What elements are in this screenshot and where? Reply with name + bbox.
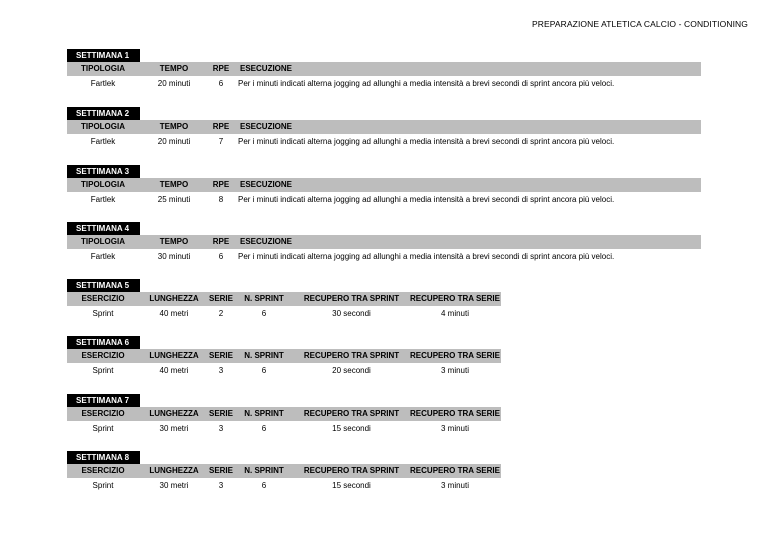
week-section-6: [67, 336, 501, 378]
header-tipologia: TIPOLOGIA: [81, 180, 125, 189]
week-label: SETTIMANA 3: [67, 165, 140, 178]
table-row: [67, 363, 501, 378]
week-label: SETTIMANA 2: [67, 107, 140, 120]
header-recupero-sprint: RECUPERO TRA SPRINT: [303, 294, 400, 303]
header-esecuzione: ESECUZIONE: [240, 122, 293, 131]
header-lunghezza: LUNGHEZZA: [149, 466, 199, 475]
header-rpe: RPE: [212, 122, 230, 131]
header-n-sprint: N. SPRINT: [244, 466, 284, 475]
cell-tempo: 25 minuti: [157, 195, 191, 204]
table-header: [67, 464, 501, 478]
table-row: [67, 192, 701, 207]
header-esercizio: ESERCIZIO: [81, 351, 125, 360]
header-esecuzione: ESECUZIONE: [240, 237, 293, 246]
header-esercizio: ESERCIZIO: [81, 294, 125, 303]
header-recupero-sprint: RECUPERO TRA SPRINT: [303, 409, 400, 418]
cell-esercizio: Sprint: [92, 309, 114, 318]
week-label: SETTIMANA 8: [67, 451, 140, 464]
cell-esecuzione: Per i minuti indicati alterna jogging ad allunghi a media intensità a brevi secondi di sprint ancora più veloci.: [238, 252, 615, 261]
header-serie: SERIE: [208, 409, 233, 418]
table-row: [67, 421, 501, 436]
cell-rpe: 8: [218, 195, 224, 204]
cell-lunghezza: 40 metri: [159, 309, 189, 318]
header-n-sprint: N. SPRINT: [244, 409, 284, 418]
cell-esecuzione: Per i minuti indicati alterna jogging ad allunghi a media intensità a brevi secondi di sprint ancora più veloci.: [238, 195, 615, 204]
cell-recupero-sprint: 15 secondi: [332, 481, 371, 490]
header-serie: SERIE: [208, 351, 233, 360]
header-recupero-serie: RECUPERO TRA SERIE: [410, 466, 500, 475]
week-label: SETTIMANA 7: [67, 394, 140, 407]
cell-recupero-serie: 3 minuti: [440, 424, 469, 433]
cell-tipologia: Fartlek: [90, 252, 116, 261]
table-header: [67, 62, 701, 76]
table-header: [67, 349, 501, 363]
cell-n-sprint: 6: [261, 309, 267, 318]
header-tipologia: TIPOLOGIA: [81, 122, 125, 131]
cell-recupero-sprint: 15 secondi: [332, 424, 371, 433]
week-label: SETTIMANA 1: [67, 49, 140, 62]
header-esercizio: ESERCIZIO: [81, 409, 125, 418]
cell-esercizio: Sprint: [92, 366, 114, 375]
header-recupero-serie: RECUPERO TRA SERIE: [410, 351, 500, 360]
cell-serie: 3: [218, 366, 224, 375]
table-row: [67, 306, 501, 321]
header-rpe: RPE: [212, 180, 230, 189]
cell-n-sprint: 6: [261, 366, 267, 375]
cell-serie: 2: [218, 309, 224, 318]
header-lunghezza: LUNGHEZZA: [149, 351, 199, 360]
table-row: [67, 134, 701, 149]
week-label: SETTIMANA 6: [67, 336, 140, 349]
week-label: SETTIMANA 4: [67, 222, 140, 235]
header-serie: SERIE: [208, 466, 233, 475]
week-label: SETTIMANA 5: [67, 279, 140, 292]
table-header: [67, 235, 701, 249]
page-title: PREPARAZIONE ATLETICA CALCIO - CONDITIONING: [531, 19, 748, 29]
table-header: [67, 407, 501, 421]
cell-rpe: 6: [218, 252, 224, 261]
cell-lunghezza: 30 metri: [159, 481, 189, 490]
cell-recupero-sprint: 30 secondi: [332, 309, 371, 318]
week-section-7: [67, 394, 501, 436]
cell-rpe: 6: [218, 79, 224, 88]
header-tempo: TEMPO: [159, 180, 189, 189]
header-esecuzione: ESECUZIONE: [240, 64, 293, 73]
header-tipologia: TIPOLOGIA: [81, 64, 125, 73]
cell-tempo: 20 minuti: [157, 137, 191, 146]
cell-recupero-sprint: 20 secondi: [332, 366, 371, 375]
cell-esecuzione: Per i minuti indicati alterna jogging ad allunghi a media intensità a brevi secondi di sprint ancora più veloci.: [238, 79, 615, 88]
cell-tempo: 20 minuti: [157, 79, 191, 88]
cell-esercizio: Sprint: [92, 481, 114, 490]
header-lunghezza: LUNGHEZZA: [149, 294, 199, 303]
header-recupero-serie: RECUPERO TRA SERIE: [410, 294, 500, 303]
cell-serie: 3: [218, 424, 224, 433]
cell-serie: 3: [218, 481, 224, 490]
table-row: [67, 478, 501, 493]
week-section-5: [67, 279, 501, 321]
cell-lunghezza: 40 metri: [159, 366, 189, 375]
table-row: [67, 76, 701, 91]
cell-tipologia: Fartlek: [90, 195, 116, 204]
header-rpe: RPE: [212, 237, 230, 246]
header-esercizio: ESERCIZIO: [81, 466, 125, 475]
table-header: [67, 120, 701, 134]
week-section-1: [67, 49, 701, 91]
cell-lunghezza: 30 metri: [159, 424, 189, 433]
cell-recupero-serie: 3 minuti: [440, 366, 469, 375]
header-recupero-sprint: RECUPERO TRA SPRINT: [303, 351, 400, 360]
header-recupero-sprint: RECUPERO TRA SPRINT: [303, 466, 400, 475]
cell-recupero-serie: 4 minuti: [440, 309, 469, 318]
header-n-sprint: N. SPRINT: [244, 351, 284, 360]
header-lunghezza: LUNGHEZZA: [149, 409, 199, 418]
header-rpe: RPE: [212, 64, 230, 73]
cell-tipologia: Fartlek: [90, 79, 116, 88]
cell-esecuzione: Per i minuti indicati alterna jogging ad allunghi a media intensità a brevi secondi di sprint ancora più veloci.: [238, 137, 615, 146]
cell-tipologia: Fartlek: [90, 137, 116, 146]
header-n-sprint: N. SPRINT: [244, 294, 284, 303]
table-row: [67, 249, 701, 264]
cell-n-sprint: 6: [261, 481, 267, 490]
header-recupero-serie: RECUPERO TRA SERIE: [410, 409, 500, 418]
cell-rpe: 7: [218, 137, 224, 146]
cell-tempo: 30 minuti: [157, 252, 191, 261]
table-header: [67, 292, 501, 306]
cell-esercizio: Sprint: [92, 424, 114, 433]
header-tipologia: TIPOLOGIA: [81, 237, 125, 246]
cell-recupero-serie: 3 minuti: [440, 481, 469, 490]
header-tempo: TEMPO: [159, 64, 189, 73]
header-serie: SERIE: [208, 294, 233, 303]
week-section-8: [67, 451, 501, 493]
week-section-2: [67, 107, 701, 149]
header-esecuzione: ESECUZIONE: [240, 180, 293, 189]
cell-n-sprint: 6: [261, 424, 267, 433]
week-section-3: [67, 165, 701, 207]
header-tempo: TEMPO: [159, 122, 189, 131]
table-header: [67, 178, 701, 192]
header-tempo: TEMPO: [159, 237, 189, 246]
week-section-4: [67, 222, 701, 264]
